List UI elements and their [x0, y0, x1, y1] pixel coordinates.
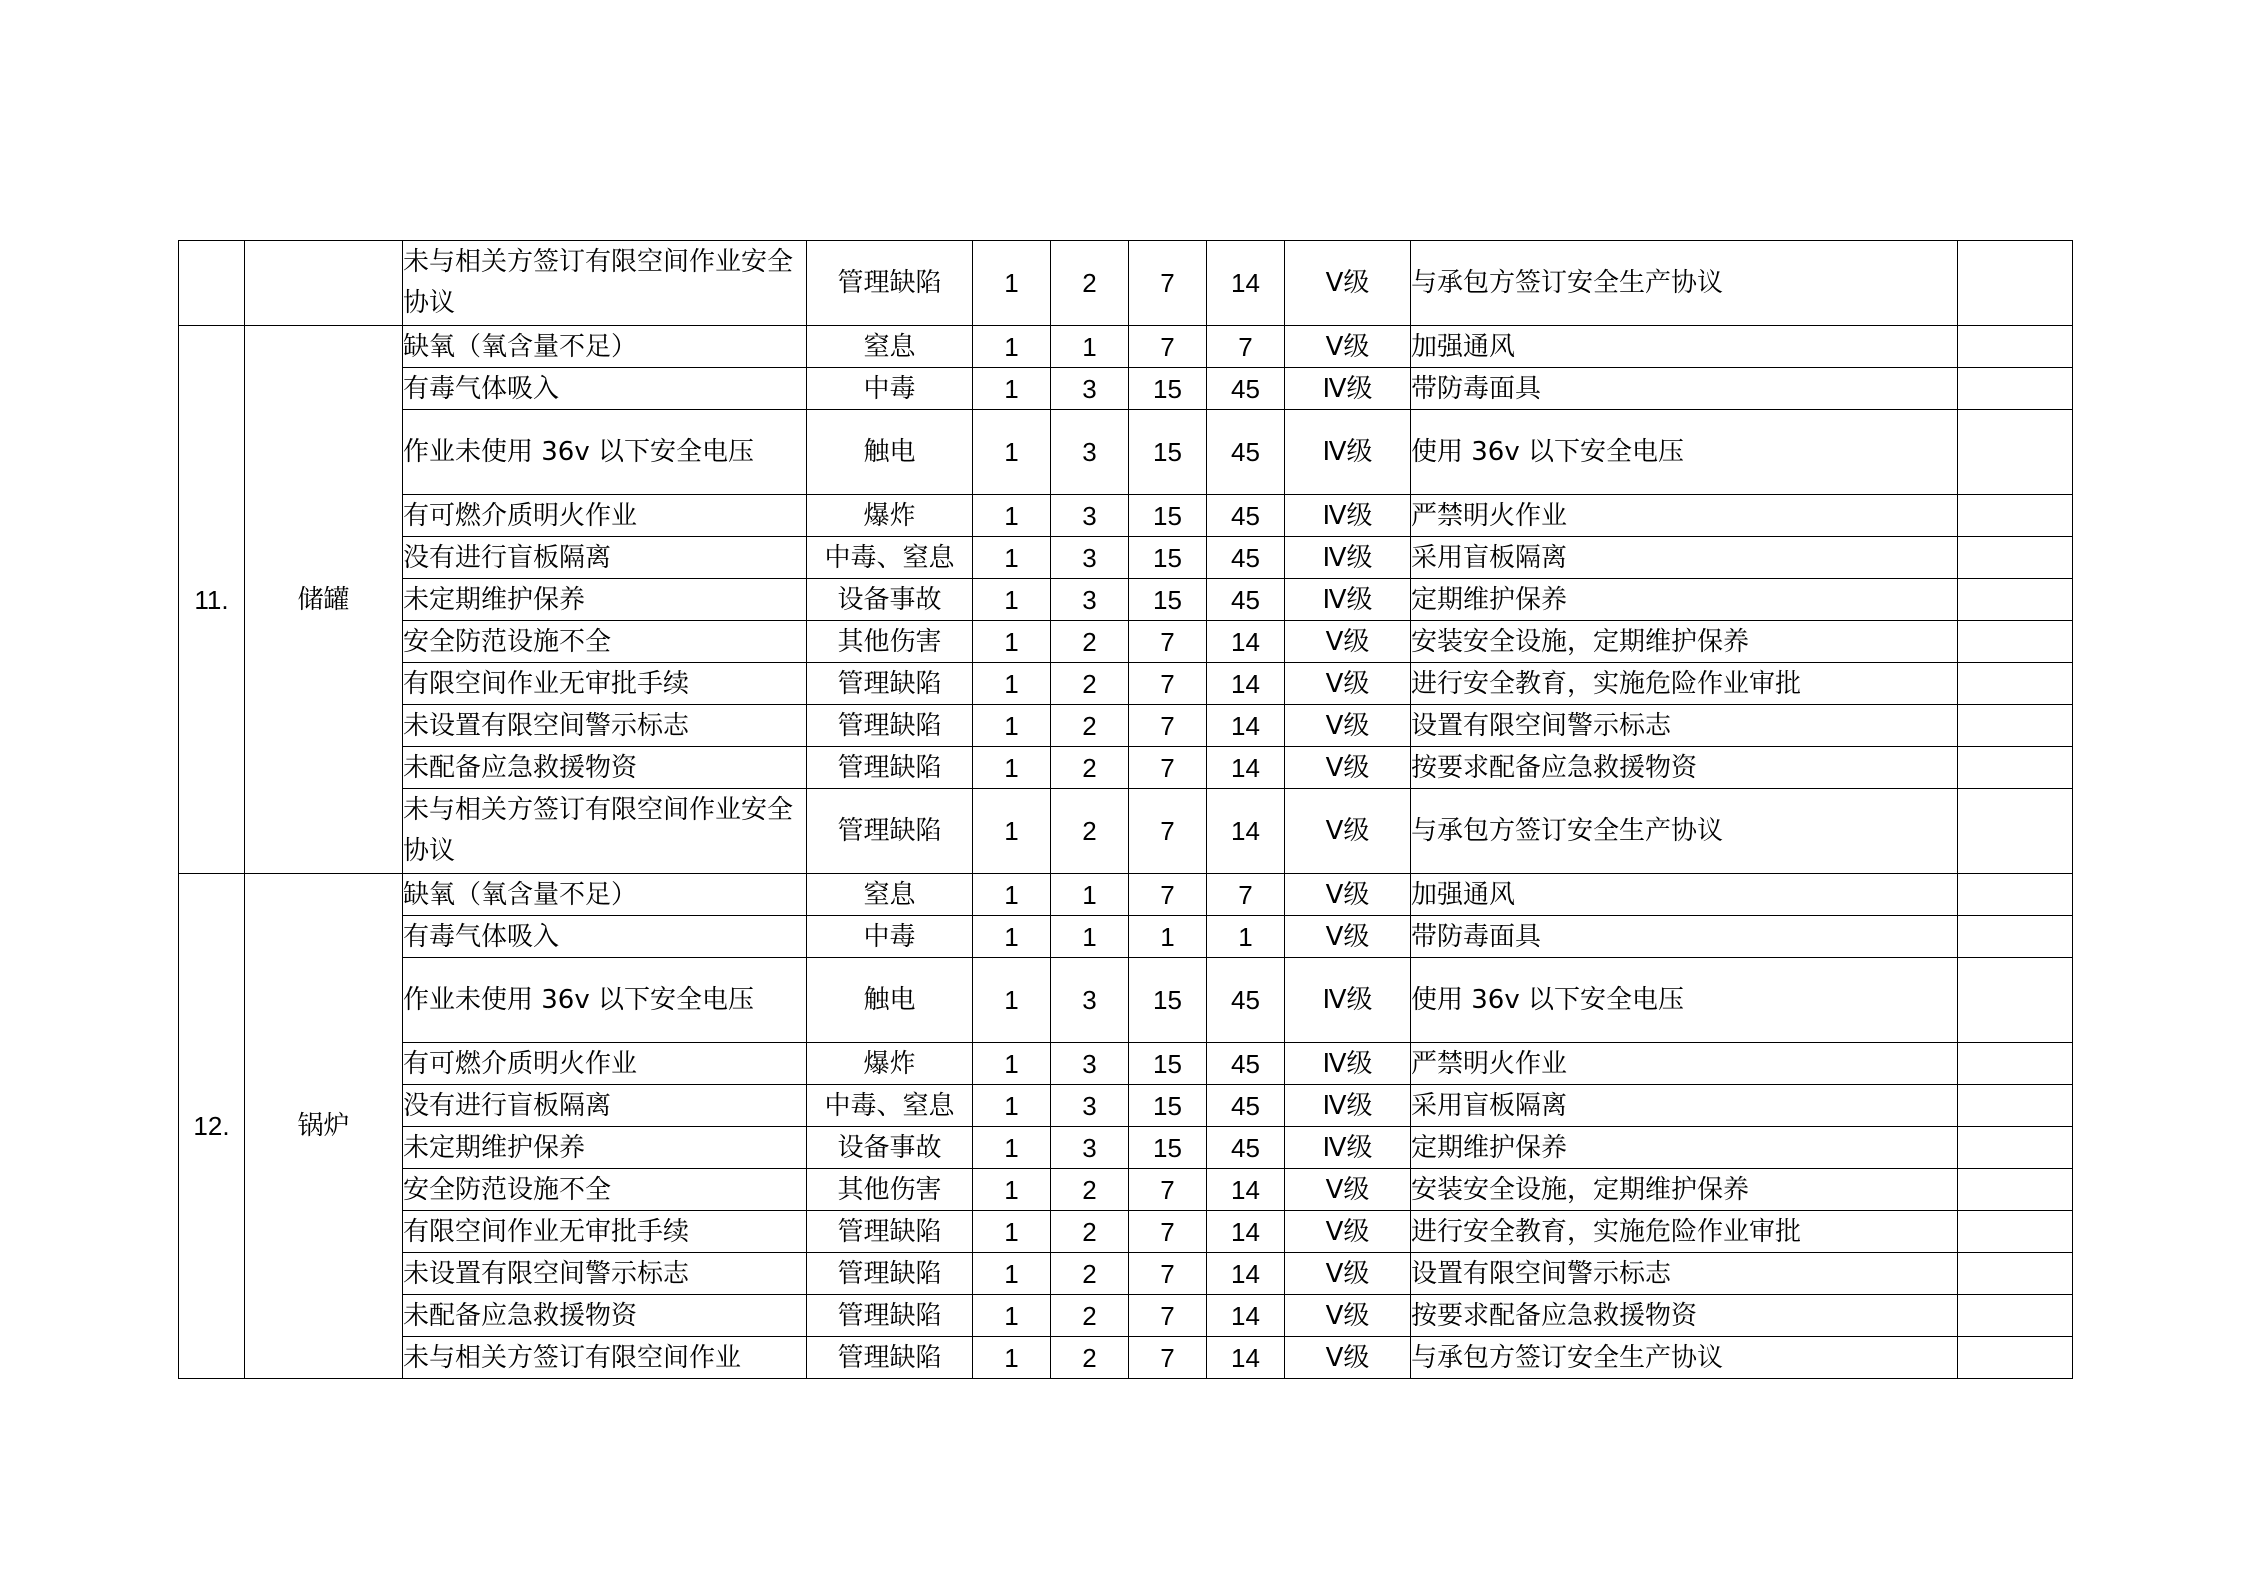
l-value-cell: 1 — [973, 1127, 1051, 1169]
e-value-cell: 2 — [1051, 1211, 1129, 1253]
hazard-cell: 缺氧（氧含量不足） — [403, 326, 807, 368]
risk-level-cell: Ⅴ级 — [1285, 621, 1411, 663]
note-cell — [1958, 241, 2073, 326]
control-measure-cell: 按要求配备应急救援物资 — [1411, 747, 1958, 789]
note-cell — [1958, 789, 2073, 874]
l-value-cell: 1 — [973, 958, 1051, 1043]
table-row — [179, 1295, 2073, 1337]
note-cell — [1958, 1253, 2073, 1295]
d-value-cell: 14 — [1207, 1337, 1285, 1379]
risk-level-cell: Ⅴ级 — [1285, 326, 1411, 368]
l-value-cell: 1 — [973, 1085, 1051, 1127]
accident-type-cell: 管理缺陷 — [807, 1211, 973, 1253]
d-value-cell: 1 — [1207, 916, 1285, 958]
control-measure-cell: 定期维护保养 — [1411, 579, 1958, 621]
e-value-cell: 3 — [1051, 537, 1129, 579]
risk-assessment-table — [178, 240, 2073, 1379]
accident-type-cell: 设备事故 — [807, 1127, 973, 1169]
control-measure-cell: 严禁明火作业 — [1411, 1043, 1958, 1085]
equipment-name-cell: 锅炉 — [245, 874, 403, 1379]
hazard-cell: 作业未使用 36v 以下安全电压 — [403, 410, 807, 495]
hazard-cell: 未设置有限空间警示标志 — [403, 1253, 807, 1295]
d-value-cell: 14 — [1207, 1169, 1285, 1211]
table-row — [179, 916, 2073, 958]
risk-level-cell: Ⅴ级 — [1285, 663, 1411, 705]
table-row — [179, 621, 2073, 663]
l-value-cell: 1 — [973, 1295, 1051, 1337]
hazard-cell: 缺氧（氧含量不足） — [403, 874, 807, 916]
control-measure-cell: 带防毒面具 — [1411, 368, 1958, 410]
hazard-cell: 有可燃介质明火作业 — [403, 495, 807, 537]
control-measure-cell: 设置有限空间警示标志 — [1411, 705, 1958, 747]
note-cell — [1958, 326, 2073, 368]
note-cell — [1958, 663, 2073, 705]
l-value-cell: 1 — [973, 747, 1051, 789]
l-value-cell: 1 — [973, 621, 1051, 663]
d-value-cell: 14 — [1207, 1253, 1285, 1295]
control-measure-cell: 与承包方签订安全生产协议 — [1411, 789, 1958, 874]
table-row — [179, 410, 2073, 495]
d-value-cell: 14 — [1207, 1295, 1285, 1337]
l-value-cell: 1 — [973, 874, 1051, 916]
e-value-cell: 2 — [1051, 1253, 1129, 1295]
c-value-cell: 7 — [1129, 1253, 1207, 1295]
risk-level-cell: Ⅴ级 — [1285, 241, 1411, 326]
note-cell — [1958, 705, 2073, 747]
hazard-cell: 没有进行盲板隔离 — [403, 1085, 807, 1127]
control-measure-cell: 使用 36v 以下安全电压 — [1411, 410, 1958, 495]
c-value-cell: 15 — [1129, 495, 1207, 537]
l-value-cell: 1 — [973, 1337, 1051, 1379]
accident-type-cell: 管理缺陷 — [807, 241, 973, 326]
risk-level-cell: Ⅳ级 — [1285, 368, 1411, 410]
hazard-cell: 未与相关方签订有限空间作业 — [403, 1337, 807, 1379]
e-value-cell: 3 — [1051, 1085, 1129, 1127]
note-cell — [1958, 1127, 2073, 1169]
e-value-cell: 2 — [1051, 241, 1129, 326]
c-value-cell: 15 — [1129, 410, 1207, 495]
table-row — [179, 1337, 2073, 1379]
c-value-cell: 7 — [1129, 1337, 1207, 1379]
hazard-cell: 有可燃介质明火作业 — [403, 1043, 807, 1085]
note-cell — [1958, 410, 2073, 495]
d-value-cell: 14 — [1207, 789, 1285, 874]
item-number-cell: 12. — [179, 874, 245, 1379]
accident-type-cell: 管理缺陷 — [807, 705, 973, 747]
l-value-cell: 1 — [973, 326, 1051, 368]
c-value-cell: 1 — [1129, 916, 1207, 958]
control-measure-cell: 严禁明火作业 — [1411, 495, 1958, 537]
accident-type-cell: 中毒、窒息 — [807, 537, 973, 579]
d-value-cell: 45 — [1207, 579, 1285, 621]
d-value-cell: 45 — [1207, 410, 1285, 495]
table-row — [179, 1169, 2073, 1211]
table-row — [179, 241, 2073, 326]
risk-level-cell: Ⅴ级 — [1285, 747, 1411, 789]
l-value-cell: 1 — [973, 1253, 1051, 1295]
risk-level-cell: Ⅳ级 — [1285, 410, 1411, 495]
d-value-cell: 45 — [1207, 495, 1285, 537]
note-cell — [1958, 579, 2073, 621]
l-value-cell: 1 — [973, 368, 1051, 410]
table-row — [179, 537, 2073, 579]
c-value-cell: 7 — [1129, 241, 1207, 326]
accident-type-cell: 爆炸 — [807, 495, 973, 537]
note-cell — [1958, 1043, 2073, 1085]
e-value-cell: 1 — [1051, 326, 1129, 368]
e-value-cell: 2 — [1051, 705, 1129, 747]
control-measure-cell: 安装安全设施，定期维护保养 — [1411, 621, 1958, 663]
item-number-cell: 11. — [179, 326, 245, 874]
control-measure-cell: 采用盲板隔离 — [1411, 1085, 1958, 1127]
table-row — [179, 663, 2073, 705]
l-value-cell: 1 — [973, 916, 1051, 958]
e-value-cell: 2 — [1051, 789, 1129, 874]
table-row — [179, 1127, 2073, 1169]
accident-type-cell: 其他伤害 — [807, 621, 973, 663]
l-value-cell: 1 — [973, 1169, 1051, 1211]
risk-level-cell: Ⅴ级 — [1285, 789, 1411, 874]
risk-level-cell: Ⅳ级 — [1285, 495, 1411, 537]
note-cell — [1958, 916, 2073, 958]
c-value-cell: 15 — [1129, 1085, 1207, 1127]
e-value-cell: 3 — [1051, 495, 1129, 537]
risk-level-cell: Ⅴ级 — [1285, 705, 1411, 747]
note-cell — [1958, 368, 2073, 410]
control-measure-cell: 进行安全教育，实施危险作业审批 — [1411, 663, 1958, 705]
c-value-cell: 15 — [1129, 368, 1207, 410]
l-value-cell: 1 — [973, 241, 1051, 326]
c-value-cell: 7 — [1129, 874, 1207, 916]
e-value-cell: 2 — [1051, 747, 1129, 789]
risk-level-cell: Ⅴ级 — [1285, 1211, 1411, 1253]
e-value-cell: 3 — [1051, 1043, 1129, 1085]
table-row — [179, 1253, 2073, 1295]
e-value-cell: 3 — [1051, 579, 1129, 621]
c-value-cell: 7 — [1129, 1211, 1207, 1253]
l-value-cell: 1 — [973, 495, 1051, 537]
e-value-cell: 3 — [1051, 410, 1129, 495]
table-row — [179, 326, 2073, 368]
d-value-cell: 14 — [1207, 241, 1285, 326]
control-measure-cell: 与承包方签订安全生产协议 — [1411, 241, 1958, 326]
control-measure-cell: 采用盲板隔离 — [1411, 537, 1958, 579]
risk-level-cell: Ⅴ级 — [1285, 1295, 1411, 1337]
item-number-cell — [179, 241, 245, 326]
accident-type-cell: 管理缺陷 — [807, 1253, 973, 1295]
e-value-cell: 2 — [1051, 1337, 1129, 1379]
c-value-cell: 7 — [1129, 789, 1207, 874]
note-cell — [1958, 1337, 2073, 1379]
hazard-cell: 未定期维护保养 — [403, 579, 807, 621]
accident-type-cell: 中毒 — [807, 916, 973, 958]
note-cell — [1958, 1295, 2073, 1337]
hazard-cell: 安全防范设施不全 — [403, 621, 807, 663]
risk-level-cell: Ⅳ级 — [1285, 1085, 1411, 1127]
table-row — [179, 579, 2073, 621]
l-value-cell: 1 — [973, 1043, 1051, 1085]
hazard-cell: 未与相关方签订有限空间作业安全协议 — [403, 789, 807, 874]
hazard-cell: 有毒气体吸入 — [403, 916, 807, 958]
accident-type-cell: 管理缺陷 — [807, 789, 973, 874]
accident-type-cell: 触电 — [807, 410, 973, 495]
d-value-cell: 14 — [1207, 747, 1285, 789]
hazard-cell: 有毒气体吸入 — [403, 368, 807, 410]
control-measure-cell: 安装安全设施，定期维护保养 — [1411, 1169, 1958, 1211]
e-value-cell: 2 — [1051, 1295, 1129, 1337]
e-value-cell: 1 — [1051, 916, 1129, 958]
d-value-cell: 45 — [1207, 537, 1285, 579]
control-measure-cell: 定期维护保养 — [1411, 1127, 1958, 1169]
hazard-cell: 有限空间作业无审批手续 — [403, 1211, 807, 1253]
note-cell — [1958, 537, 2073, 579]
d-value-cell: 45 — [1207, 958, 1285, 1043]
l-value-cell: 1 — [973, 705, 1051, 747]
l-value-cell: 1 — [973, 789, 1051, 874]
table-row — [179, 874, 2073, 916]
hazard-cell: 未配备应急救援物资 — [403, 747, 807, 789]
accident-type-cell: 管理缺陷 — [807, 1295, 973, 1337]
risk-level-cell: Ⅴ级 — [1285, 1253, 1411, 1295]
d-value-cell: 14 — [1207, 705, 1285, 747]
c-value-cell: 7 — [1129, 747, 1207, 789]
note-cell — [1958, 747, 2073, 789]
equipment-name-cell — [245, 241, 403, 326]
d-value-cell: 14 — [1207, 1211, 1285, 1253]
e-value-cell: 2 — [1051, 663, 1129, 705]
c-value-cell: 7 — [1129, 1169, 1207, 1211]
c-value-cell: 15 — [1129, 1127, 1207, 1169]
l-value-cell: 1 — [973, 579, 1051, 621]
table-body — [179, 241, 2073, 1379]
l-value-cell: 1 — [973, 537, 1051, 579]
accident-type-cell: 窒息 — [807, 326, 973, 368]
table-row — [179, 1085, 2073, 1127]
note-cell — [1958, 495, 2073, 537]
control-measure-cell: 使用 36v 以下安全电压 — [1411, 958, 1958, 1043]
accident-type-cell: 触电 — [807, 958, 973, 1043]
e-value-cell: 3 — [1051, 958, 1129, 1043]
equipment-name-cell: 储罐 — [245, 326, 403, 874]
note-cell — [1958, 1169, 2073, 1211]
risk-level-cell: Ⅴ级 — [1285, 874, 1411, 916]
control-measure-cell: 按要求配备应急救援物资 — [1411, 1295, 1958, 1337]
d-value-cell: 45 — [1207, 1085, 1285, 1127]
c-value-cell: 15 — [1129, 958, 1207, 1043]
risk-level-cell: Ⅳ级 — [1285, 1043, 1411, 1085]
risk-level-cell: Ⅴ级 — [1285, 1337, 1411, 1379]
d-value-cell: 45 — [1207, 1127, 1285, 1169]
accident-type-cell: 其他伤害 — [807, 1169, 973, 1211]
d-value-cell: 45 — [1207, 368, 1285, 410]
l-value-cell: 1 — [973, 1211, 1051, 1253]
table-row — [179, 705, 2073, 747]
e-value-cell: 1 — [1051, 874, 1129, 916]
hazard-cell: 没有进行盲板隔离 — [403, 537, 807, 579]
c-value-cell: 15 — [1129, 537, 1207, 579]
hazard-cell: 未定期维护保养 — [403, 1127, 807, 1169]
risk-level-cell: Ⅳ级 — [1285, 958, 1411, 1043]
c-value-cell: 15 — [1129, 579, 1207, 621]
control-measure-cell: 与承包方签订安全生产协议 — [1411, 1337, 1958, 1379]
l-value-cell: 1 — [973, 410, 1051, 495]
table-row — [179, 1211, 2073, 1253]
hazard-cell: 未配备应急救援物资 — [403, 1295, 807, 1337]
note-cell — [1958, 958, 2073, 1043]
d-value-cell: 7 — [1207, 874, 1285, 916]
d-value-cell: 14 — [1207, 621, 1285, 663]
control-measure-cell: 进行安全教育，实施危险作业审批 — [1411, 1211, 1958, 1253]
risk-level-cell: Ⅴ级 — [1285, 916, 1411, 958]
table-row — [179, 495, 2073, 537]
c-value-cell: 7 — [1129, 1295, 1207, 1337]
c-value-cell: 7 — [1129, 326, 1207, 368]
d-value-cell: 45 — [1207, 1043, 1285, 1085]
control-measure-cell: 加强通风 — [1411, 874, 1958, 916]
e-value-cell: 3 — [1051, 1127, 1129, 1169]
risk-level-cell: Ⅳ级 — [1285, 1127, 1411, 1169]
e-value-cell: 2 — [1051, 1169, 1129, 1211]
e-value-cell: 3 — [1051, 368, 1129, 410]
d-value-cell: 7 — [1207, 326, 1285, 368]
e-value-cell: 2 — [1051, 621, 1129, 663]
hazard-cell: 安全防范设施不全 — [403, 1169, 807, 1211]
accident-type-cell: 管理缺陷 — [807, 1337, 973, 1379]
table-row — [179, 747, 2073, 789]
accident-type-cell: 管理缺陷 — [807, 747, 973, 789]
c-value-cell: 7 — [1129, 705, 1207, 747]
table-row — [179, 789, 2073, 874]
note-cell — [1958, 874, 2073, 916]
note-cell — [1958, 1211, 2073, 1253]
control-measure-cell: 带防毒面具 — [1411, 916, 1958, 958]
c-value-cell: 7 — [1129, 663, 1207, 705]
accident-type-cell: 中毒、窒息 — [807, 1085, 973, 1127]
hazard-cell: 有限空间作业无审批手续 — [403, 663, 807, 705]
accident-type-cell: 窒息 — [807, 874, 973, 916]
note-cell — [1958, 621, 2073, 663]
accident-type-cell: 中毒 — [807, 368, 973, 410]
hazard-cell: 未与相关方签订有限空间作业安全协议 — [403, 241, 807, 326]
d-value-cell: 14 — [1207, 663, 1285, 705]
hazard-cell: 未设置有限空间警示标志 — [403, 705, 807, 747]
c-value-cell: 15 — [1129, 1043, 1207, 1085]
risk-level-cell: Ⅴ级 — [1285, 1169, 1411, 1211]
accident-type-cell: 管理缺陷 — [807, 663, 973, 705]
risk-level-cell: Ⅳ级 — [1285, 579, 1411, 621]
control-measure-cell: 设置有限空间警示标志 — [1411, 1253, 1958, 1295]
accident-type-cell: 爆炸 — [807, 1043, 973, 1085]
risk-level-cell: Ⅳ级 — [1285, 537, 1411, 579]
accident-type-cell: 设备事故 — [807, 579, 973, 621]
c-value-cell: 7 — [1129, 621, 1207, 663]
table-row — [179, 368, 2073, 410]
table-row — [179, 1043, 2073, 1085]
control-measure-cell: 加强通风 — [1411, 326, 1958, 368]
table-row — [179, 958, 2073, 1043]
l-value-cell: 1 — [973, 663, 1051, 705]
note-cell — [1958, 1085, 2073, 1127]
hazard-cell: 作业未使用 36v 以下安全电压 — [403, 958, 807, 1043]
